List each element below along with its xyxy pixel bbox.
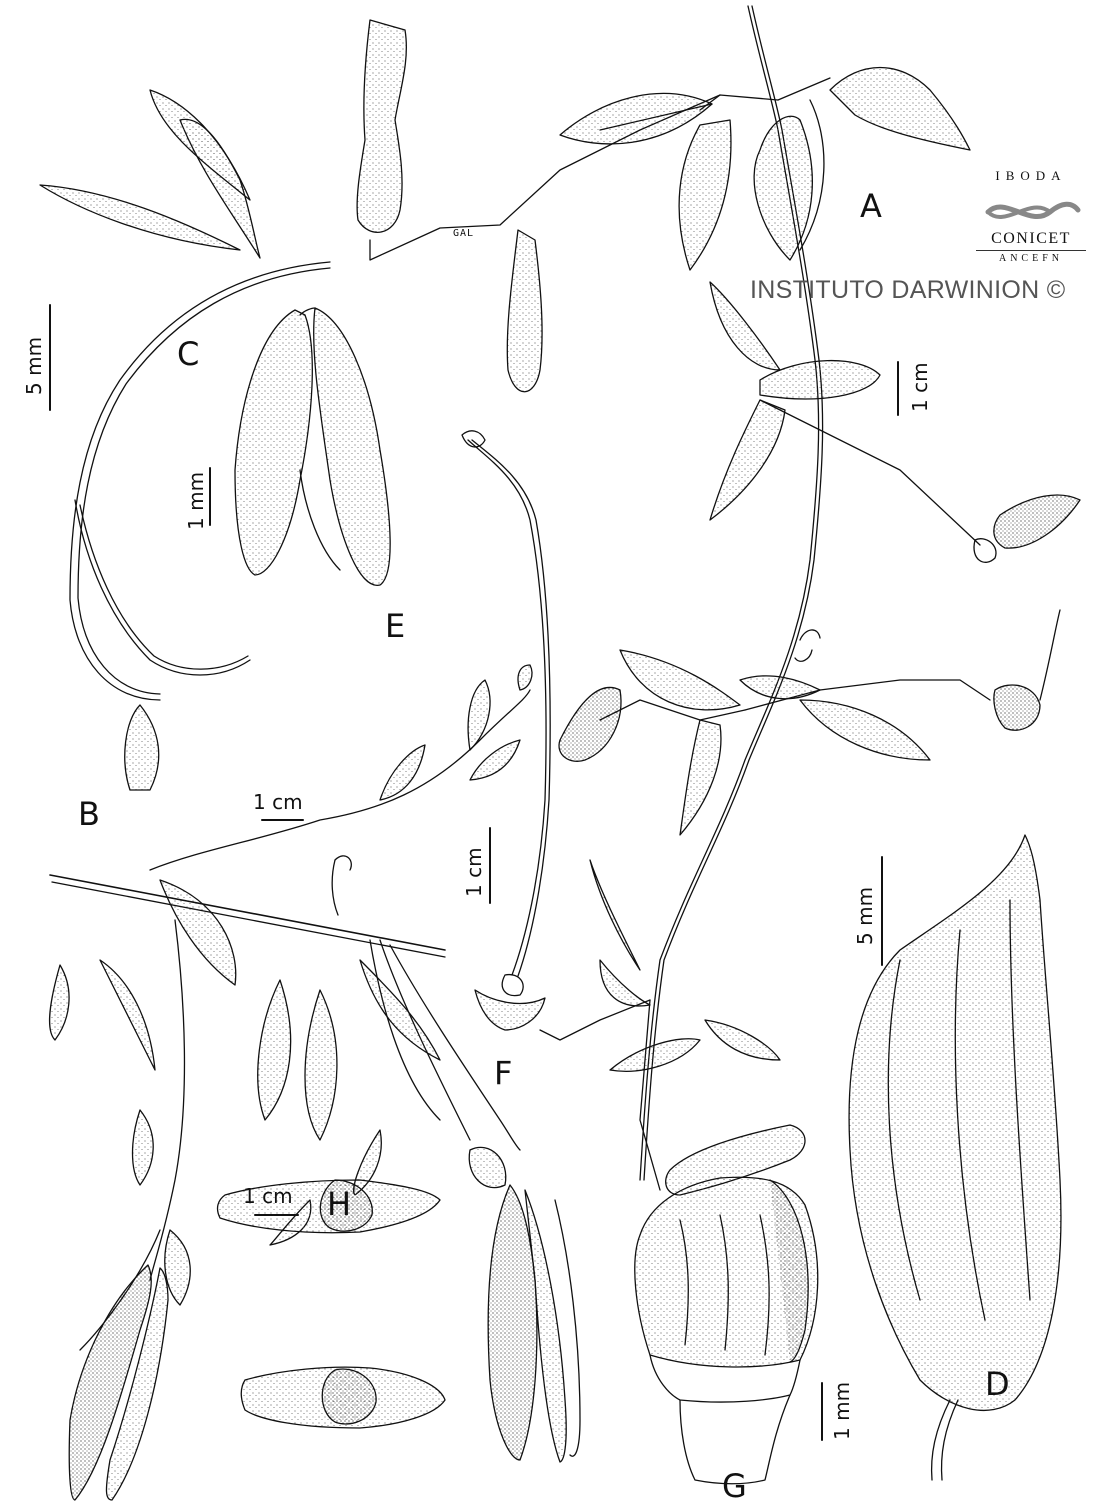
figure-label-e: E bbox=[385, 607, 406, 645]
figure-label-d: D bbox=[985, 1365, 1010, 1403]
scale-label-g: 1 mm bbox=[830, 1381, 854, 1440]
logo-line-ancefn: ANCEFN bbox=[976, 250, 1086, 264]
figure-label-h: H bbox=[327, 1185, 352, 1223]
copyright-notice: INSTITUTO DARWINION © bbox=[750, 276, 1066, 304]
logo-line-conicet: CONICET bbox=[991, 230, 1071, 247]
figure-label-f: F bbox=[494, 1054, 513, 1092]
figure-label-c: C bbox=[177, 335, 200, 373]
artist-signature: GAL bbox=[453, 228, 475, 239]
scale-label-b: 1 cm bbox=[253, 790, 303, 814]
institution-logo bbox=[976, 168, 1086, 272]
figure-label-a: A bbox=[860, 187, 882, 225]
scale-label-f: 1 cm bbox=[462, 847, 486, 897]
scale-label-c: 5 mm bbox=[22, 336, 46, 395]
figure-d-drawing bbox=[849, 835, 1061, 1480]
scale-label-a: 1 cm bbox=[908, 362, 932, 412]
figure-g-drawing bbox=[635, 1177, 818, 1484]
scale-label-d: 5 mm bbox=[853, 886, 877, 945]
figure-a-leaves bbox=[560, 68, 970, 1072]
figure-label-g: G bbox=[722, 1467, 747, 1505]
logo-line-iboda: IBODA bbox=[995, 168, 1067, 183]
scale-label-h: 1 cm bbox=[243, 1184, 293, 1208]
figure-e-drawing bbox=[235, 308, 390, 585]
figure-label-b: B bbox=[78, 795, 100, 833]
scale-label-e: 1 mm bbox=[184, 471, 208, 530]
